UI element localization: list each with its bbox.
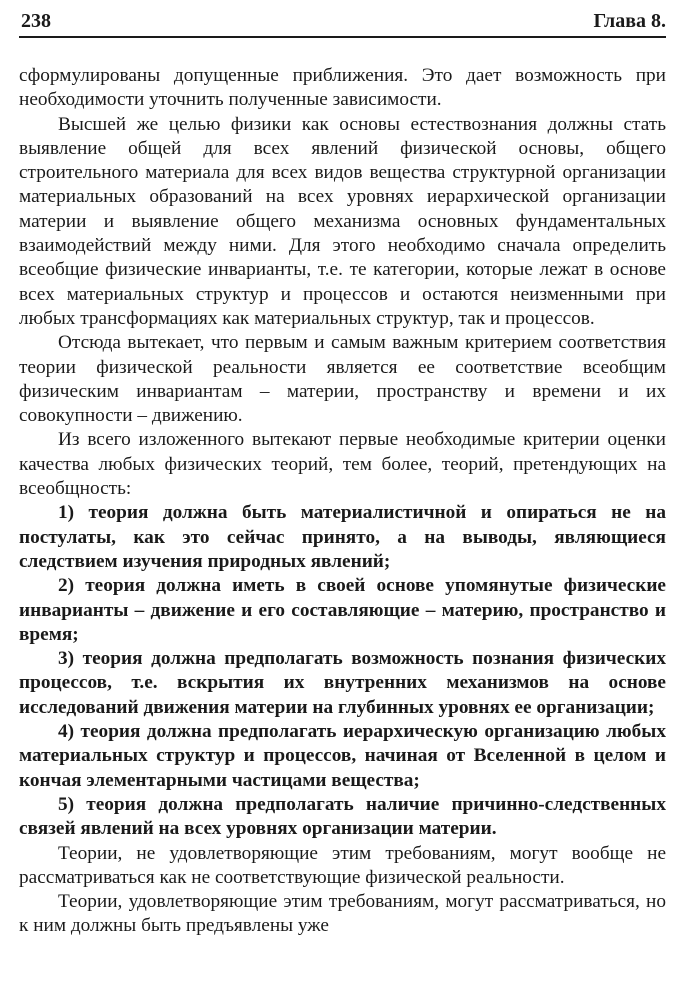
criterion-1: 1) теория должна быть материалистичной и опираться не на постулаты, как это сейчас принято, а на выводы, являющиеся следствием изучения природных явлений; — [19, 502, 666, 572]
criterion-5: 5) теория должна предполагать наличие причинно-следственных связей явлений на всех уровнях организации материи. — [19, 793, 666, 840]
criterion-4: 4) теория должна предполагать иерархическую организацию любых материальных структур и процессов, начиная от Вселенной в целом и кончая элементарными частицами вещества; — [19, 721, 666, 791]
paragraph-compliant: Теории, удовлетворяющие этим требованиям, могут рассматриваться, но к ним должны быть предъявлены уже — [19, 891, 666, 937]
paragraph-non-compliant: Теории, не удовлетворяющие этим требованиям, могут вообще не рассматриваться как не соответствующие физической реальности. — [19, 842, 666, 888]
chapter-title: Глава 8. — [593, 10, 666, 32]
paragraph-first-criterion: Отсюда вытекает, что первым и самым важным критерием соответствия теории физической реальности является ее соответствие всеобщим физическим инвариантам – материи, пространству и времени и их совокупности – движению. — [19, 332, 666, 427]
page-number: 238 — [21, 10, 51, 32]
paragraph-continuation: сформулированы допущенные приближения. Это дает возможность при необходимости уточнить полученные зависимости. — [19, 65, 666, 111]
paragraph-criteria-intro: Из всего изложенного вытекают первые необходимые критерии оценки качества любых физических теорий, тем более, теорий, претендующих на всеобщность: — [19, 429, 666, 500]
paragraph-physics-goal: Высшей же целью физики как основы естествознания должны стать выявление общей для всех явлений физической основы, общего строительного материала для всех видов вещества структурной организации материальных образований на всех уровнях иерархической организации материи и выявление общего механизма основных фундаментальных взаимодействий между ними. Для этого необходимо сначала определить всеобщие физические инварианты, т.е. те категории, которые лежат в основе всех материальных структур и процессов и остаются неизменными при любых трансформациях как материальных структур, так и процессов. — [19, 113, 666, 329]
page-body — [19, 64, 666, 939]
page-header — [19, 8, 666, 38]
criterion-3: 3) теория должна предполагать возможность познания физических процессов, т.е. вскрытия их внутренних механизмов на основе исследований движения материи на глубинных уровнях ее организации; — [19, 648, 666, 718]
criterion-2: 2) теория должна иметь в своей основе упомянутые физические инварианты – движение и его составляющие – материю, пространство и время; — [19, 575, 666, 645]
